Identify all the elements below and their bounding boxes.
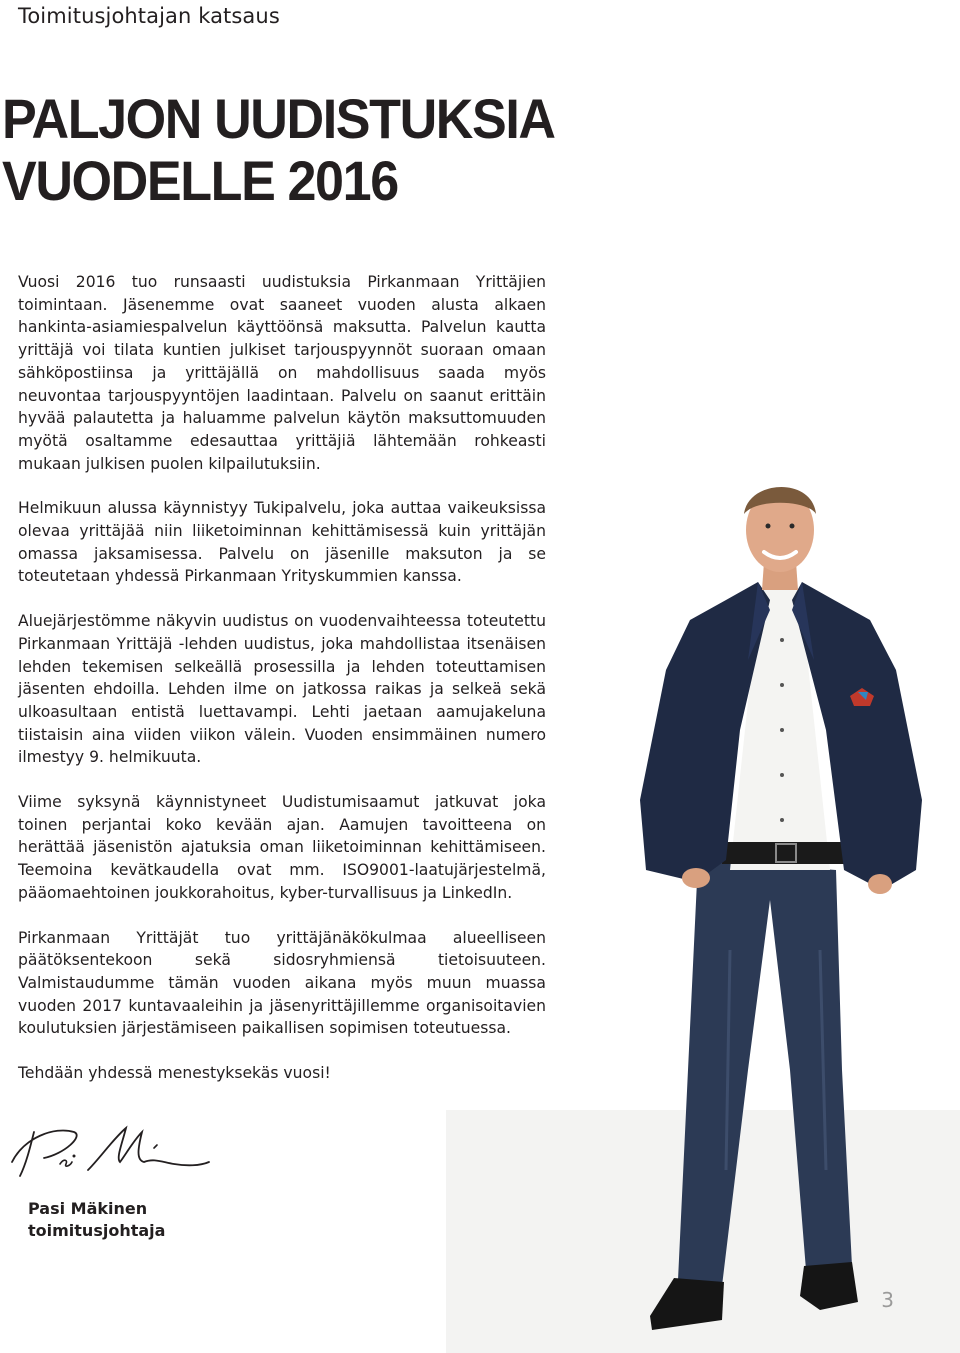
page-headline — [2, 88, 555, 212]
portrait-photo — [630, 470, 930, 1350]
paragraph-5: Pirkanmaan Yrittäjät tuo yrittäjänäkökulmaa alueelliseen päätöksentekoon sekä sidosryhmiensä tietoisuuteen. Valmistaudumme tämän vuoden aikana myös muun muassa vuoden 2017 kuntavaaleihin ja jäsenyrittäjillemme organisoitavien koulutuksien järjestämiseen paikallisen sopimisen toteutuessa. — [18, 928, 546, 1038]
signer-name: Pasi Mäkinen — [28, 1199, 148, 1218]
paragraph-4: Viime syksynä käynnistyneet Uudistumisaamut jatkuvat joka toinen perjantai koko kevään ajan. Aamujen tavoitteena on herättää jäsenistön ajatuksia oman liiketoiminnan kehittämiseen. Teemoina kevätkaudella ovat mm. ISO9001-laatujärjestelmä, pääomaehtoinen joukkorahoitus, kyber-turvallisuus ja LinkedIn. — [18, 793, 546, 902]
paragraph-6: Tehdään yhdessä menestyksekäs vuosi! — [18, 1064, 331, 1083]
signer-title: toimitusjohtaja — [28, 1221, 166, 1240]
article-body — [18, 271, 546, 1107]
signer-block — [28, 1198, 165, 1242]
paragraph-1: Vuosi 2016 tuo runsaasti uudistuksia Pirkanmaan Yrittäjien toimintaan. Jäsenemme ovat saaneet vuoden alusta alkaen hankinta-asiamiespalvelun käyttöönsä maksutta. Palvelun kautta yrittäjä voi tilata kuntien julkiset tarjouspyynnöt suoraan omaan sähköpostiinsa ja yrittäjällä on mahdollisuus saada myös neuvontaa tarjouspyyntöjen laadintaan. Palvelu on saanut erittäin hyvää palautetta ja haluamme palvelun käytön maksuttomuuden myötä osaltamme edesauttaa yrittäjiä lähtemään rohkeasti mukaan julkisen puolen kilpailutuksiin. — [18, 273, 546, 473]
paragraph-2: Helmikuun alussa käynnistyy Tukipalvelu, joka auttaa vaikeuksissa olevaa yrittäjää niin liiketoiminnan kehittämisessä kuin yrittäjän omassa jaksamisessa. Palvelu on jäsenille maksuton ja se toteutetaan yhdessä Pirkanmaan Yrityskummien kanssa. — [18, 499, 546, 586]
page-number: 3 — [881, 1288, 894, 1312]
headline-line-1: PALJON UUDISTUKSIA — [2, 87, 555, 150]
headline-line-2: VUODELLE 2016 — [2, 149, 398, 212]
section-label: Toimitusjohtajan katsaus — [18, 4, 280, 28]
paragraph-3: Aluejärjestömme näkyvin uudistus on vuodenvaihteessa toteutettu Pirkanmaan Yrittäjä -lehden uudistus, joka mahdollistaa itsenäisen lehden tekemisen selkeällä prosessilla ja lehden toteuttamisen jäsenten ehdoilla. Lehden ilme on jatkossa raikas ja selkeä sekä ulkoasultaan entistä luettavampi. Lehti jaetaan aamujakeluna tiistaisin aina viiden viikon välein. Vuoden ensimmäinen numero ilmestyy 9. helmikuuta. — [18, 612, 546, 767]
handwritten-signature — [4, 1118, 214, 1188]
